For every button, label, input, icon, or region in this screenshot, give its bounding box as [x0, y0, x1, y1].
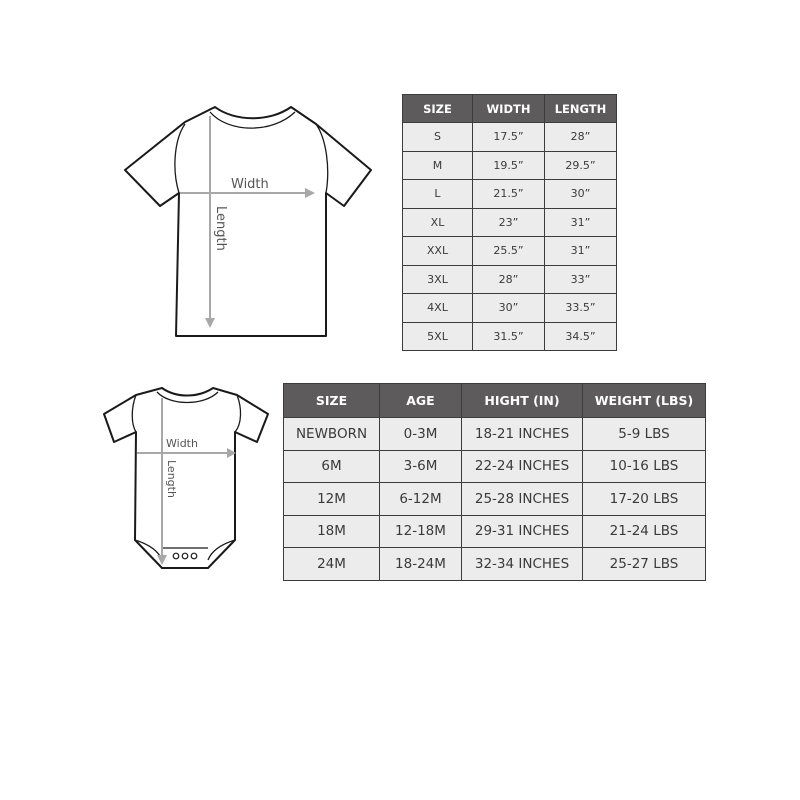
length-cell: 31” [545, 208, 617, 237]
snap-buttons [173, 553, 197, 559]
weight-cell: 17-20 LBS [583, 483, 706, 516]
age-cell: 3-6M [380, 450, 462, 483]
onesie-col-height: HIGHT (IN) [462, 384, 583, 418]
table-row [284, 418, 706, 451]
weight-cell: 10-16 LBS [583, 450, 706, 483]
length-cell: 29.5” [545, 151, 617, 180]
weight-cell: 21-24 LBS [583, 515, 706, 548]
length-cell: 31” [545, 237, 617, 266]
weight-cell: 25-27 LBS [583, 548, 706, 581]
size-cell: XL [403, 208, 473, 237]
size-cell: 18M [284, 515, 380, 548]
size-cell: 24M [284, 548, 380, 581]
tshirt-size-table [402, 94, 617, 351]
width-cell: 25.5” [473, 237, 545, 266]
onesie-col-size: SIZE [284, 384, 380, 418]
tshirt-col-width: WIDTH [473, 95, 545, 123]
size-cell: M [403, 151, 473, 180]
width-cell: 21.5” [473, 180, 545, 209]
onesie-size-table [283, 383, 706, 581]
width-cell: 31.5” [473, 322, 545, 351]
age-cell: 12-18M [380, 515, 462, 548]
weight-cell: 5-9 LBS [583, 418, 706, 451]
tshirt-col-size: SIZE [403, 95, 473, 123]
length-cell: 33.5” [545, 294, 617, 323]
width-cell: 23” [473, 208, 545, 237]
length-cell: 30” [545, 180, 617, 209]
width-cell: 30” [473, 294, 545, 323]
onesie-illustration [100, 382, 272, 574]
table-row [403, 208, 617, 237]
height-cell: 22-24 INCHES [462, 450, 583, 483]
age-cell: 0-3M [380, 418, 462, 451]
age-cell: 18-24M [380, 548, 462, 581]
table-row [403, 294, 617, 323]
length-cell: 33” [545, 265, 617, 294]
width-cell: 28” [473, 265, 545, 294]
table-row [284, 450, 706, 483]
height-cell: 29-31 INCHES [462, 515, 583, 548]
size-cell: 4XL [403, 294, 473, 323]
table-row [403, 265, 617, 294]
height-cell: 18-21 INCHES [462, 418, 583, 451]
size-cell: 5XL [403, 322, 473, 351]
tshirt-illustration [120, 100, 380, 345]
length-cell: 34.5” [545, 322, 617, 351]
tshirt-width-label: Width [231, 177, 269, 192]
table-row [403, 180, 617, 209]
size-cell: 6M [284, 450, 380, 483]
size-cell: S [403, 123, 473, 152]
tshirt-length-label: Length [213, 206, 228, 251]
age-cell: 6-12M [380, 483, 462, 516]
onesie-outline [104, 388, 268, 568]
onesie-col-age: AGE [380, 384, 462, 418]
table-row [284, 515, 706, 548]
tshirt-outline [125, 107, 371, 336]
onesie-table-header-row [284, 384, 706, 418]
tshirt-col-length: LENGTH [545, 95, 617, 123]
onesie-col-weight: WEIGHT (LBS) [583, 384, 706, 418]
tshirt-table-header-row [403, 95, 617, 123]
size-cell: 3XL [403, 265, 473, 294]
table-row [284, 483, 706, 516]
onesie-width-label: Width [166, 437, 198, 450]
height-cell: 25-28 INCHES [462, 483, 583, 516]
size-cell: L [403, 180, 473, 209]
width-cell: 19.5” [473, 151, 545, 180]
width-cell: 17.5” [473, 123, 545, 152]
length-cell: 28” [545, 123, 617, 152]
size-cell: 12M [284, 483, 380, 516]
table-row [284, 548, 706, 581]
onesie-length-label: Length [165, 460, 178, 498]
table-row [403, 237, 617, 266]
table-row [403, 322, 617, 351]
table-row [403, 151, 617, 180]
size-cell: XXL [403, 237, 473, 266]
size-cell: NEWBORN [284, 418, 380, 451]
table-row [403, 123, 617, 152]
height-cell: 32-34 INCHES [462, 548, 583, 581]
